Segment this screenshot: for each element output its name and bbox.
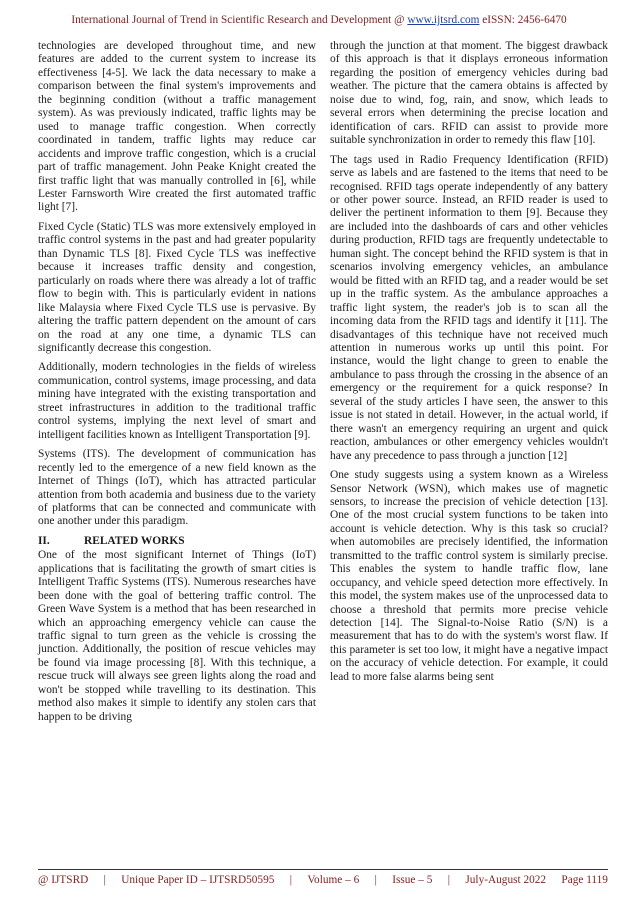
paragraph: technologies are developed throughout time, and new features are added to the current system to increase its effectiveness [4-5]. We lack the data necessary to make a comparison between the final system's improvements and the beginning condition (without a traffic management system). As was previously indicated, traffic lights may be used to manage traffic congestion. When correctly coordinated in tandem, traffic lights may reduce car accidents and improve traffic congestion, which is a crucial part of traffic management. John Peake Knight created the first traffic light that was manually controlled in [6], while Lester Farnsworth Wire created the first automated traffic light [7]. xyxy=(38,40,316,214)
paragraph: Additionally, modern technologies in the fields of wireless communication, control systems, image processing, and data mining have integrated with the existing transportation and street infrastructures in addition to the traditional traffic control systems, implying the next level of smart and intelligent facilities known as Intelligent Transportation [9]. xyxy=(38,361,316,441)
running-header xyxy=(0,14,638,26)
right-column xyxy=(330,40,608,690)
paragraph: One study suggests using a system known as a Wireless Sensor Network (WSN), which makes use of magnetic sensors, to increase the precision of vehicle detection [13]. One of the most crucial system functions to be taken into account is vehicle detection. Why is this task so crucial? when automobiles are precisely identified, the information transmitted to the traffic control system is similarly precise. This enables the system to handle traffic flow, lane occupancy, and vehicle speed detection more effectively. In this model, the system makes use of the unprocessed data to choose a threshold that permits more precise vehicle detection [14]. The Signal-to-Noise Ratio (S/N) is a measurement that has to do with the system's worst flaw. If this parameter is set too low, it might have a negative impact on the accuracy of vehicle detection. For example, it could lead to more false alarms being sent xyxy=(330,469,608,683)
footer-date: July-August 2022 xyxy=(465,874,547,886)
footer-volume: Volume – 6 xyxy=(307,874,360,886)
footer-journal: @ IJTSRD xyxy=(38,874,89,886)
paragraph: Fixed Cycle (Static) TLS was more extensively employed in traffic control systems in the past and had greater popularity than Dynamic TLS [8]. Fixed Cycle TLS was ineffective because it increases traffic density and congestion, particularly on roads where there was already a lot of traffic flow to begin with. This is particularly evident in nations like Malaysia where Fixed Cycle TLS use is pervasive. By altering the traffic pattern dependent on the amount of cars on the road at any one time, a dynamic TLS can significantly decrease this congestion. xyxy=(38,220,316,354)
journal-website-link[interactable]: www.ijtsrd.com xyxy=(407,14,480,26)
paragraph: Systems (ITS). The development of communication has recently led to the emergence of a new field known as the Internet of Things (IoT), which has attracted particular attention from both academia and business due to the variety of platforms that can be connected and communicate with one another under this paradigm. xyxy=(38,448,316,528)
journal-name: International Journal of Trend in Scientific Research and Development @ xyxy=(71,14,408,26)
footer-paper-id: Unique Paper ID – IJTSRD50595 xyxy=(121,874,275,886)
footer-separator: | xyxy=(447,874,451,886)
footer-divider xyxy=(38,869,608,870)
footer-issue: Issue – 5 xyxy=(392,874,433,886)
footer-page-number: Page 1119 xyxy=(561,874,608,886)
paragraph: The tags used in Radio Frequency Identification (RFID) serve as labels and are fastened to the items that need to be recognised. RFID tags operate independently of any battery or other power source. Instead, an RFID reader is used to deliver the pertinent information to them [9]. Because they are included into the dashboards of cars and other vehicles during production, RFID tags are frequently undetectable to human sight. The concept behind the RFID system is that in scenarios involving emergency vehicles, an ambulance would be fitted with an RFID tag, and a reader would be set up in the traffic system. As the ambulance approaches a traffic light system, the reader's job is to scan all the incoming data from the RFID tags and identify it [11]. The disadvantages of this technique have not received much attention in numerous works up until this point. For instance, would the light change to green to enable the ambulance to pass through the crossing in the absence of an emergency or the requirement for a quick response? In several of the study articles I have seen, the answer to this issue is not stated in detail. However, in the actual world, if there wasn't an emergency requiring an urgent and quick reaction, ambulances or other emergency vehicles wouldn't have any precedence to pass through a junction [12] xyxy=(330,153,608,462)
left-column xyxy=(38,40,316,730)
section-number: II. xyxy=(38,534,50,547)
section-heading xyxy=(38,535,316,548)
footer-separator: | xyxy=(289,874,292,886)
footer-separator: | xyxy=(374,874,377,886)
journal-issn: eISSN: 2456-6470 xyxy=(479,14,567,26)
paragraph: through the junction at that moment. The biggest drawback of this approach is that it displays erroneous information regarding the position of emergency vehicles during bad weather. The picture that the camera obtains is affected by noise due to wind, fog, rain, and snow, which leads to several errors when determining the precise location and identification of cars. RFID can assist to provide more suitable synchronization in order to remedy this flaw [10]. xyxy=(330,40,608,147)
footer-separator: | xyxy=(103,874,106,886)
section-title: RELATED WORKS xyxy=(84,534,185,547)
running-footer xyxy=(38,874,608,886)
paragraph: One of the most significant Internet of Things (IoT) applications that is facilitating the growth of smart cities is Intelligent Traffic Systems (ITS). Numerous researches have been done with the goal of bettering traffic control. The Green Wave System is a method that has been researched in which an approaching emergency vehicle can cause the traffic signal to turn green as the vehicle is crossing the junction. Additionally, the position of rescue vehicles may be found via image processing [8]. With this technique, a rescue truck will always see green lights along the road and won't be stopped while travelling to its destination. This method also makes it simple to identify any stolen cars that happen to be driving xyxy=(38,549,316,723)
